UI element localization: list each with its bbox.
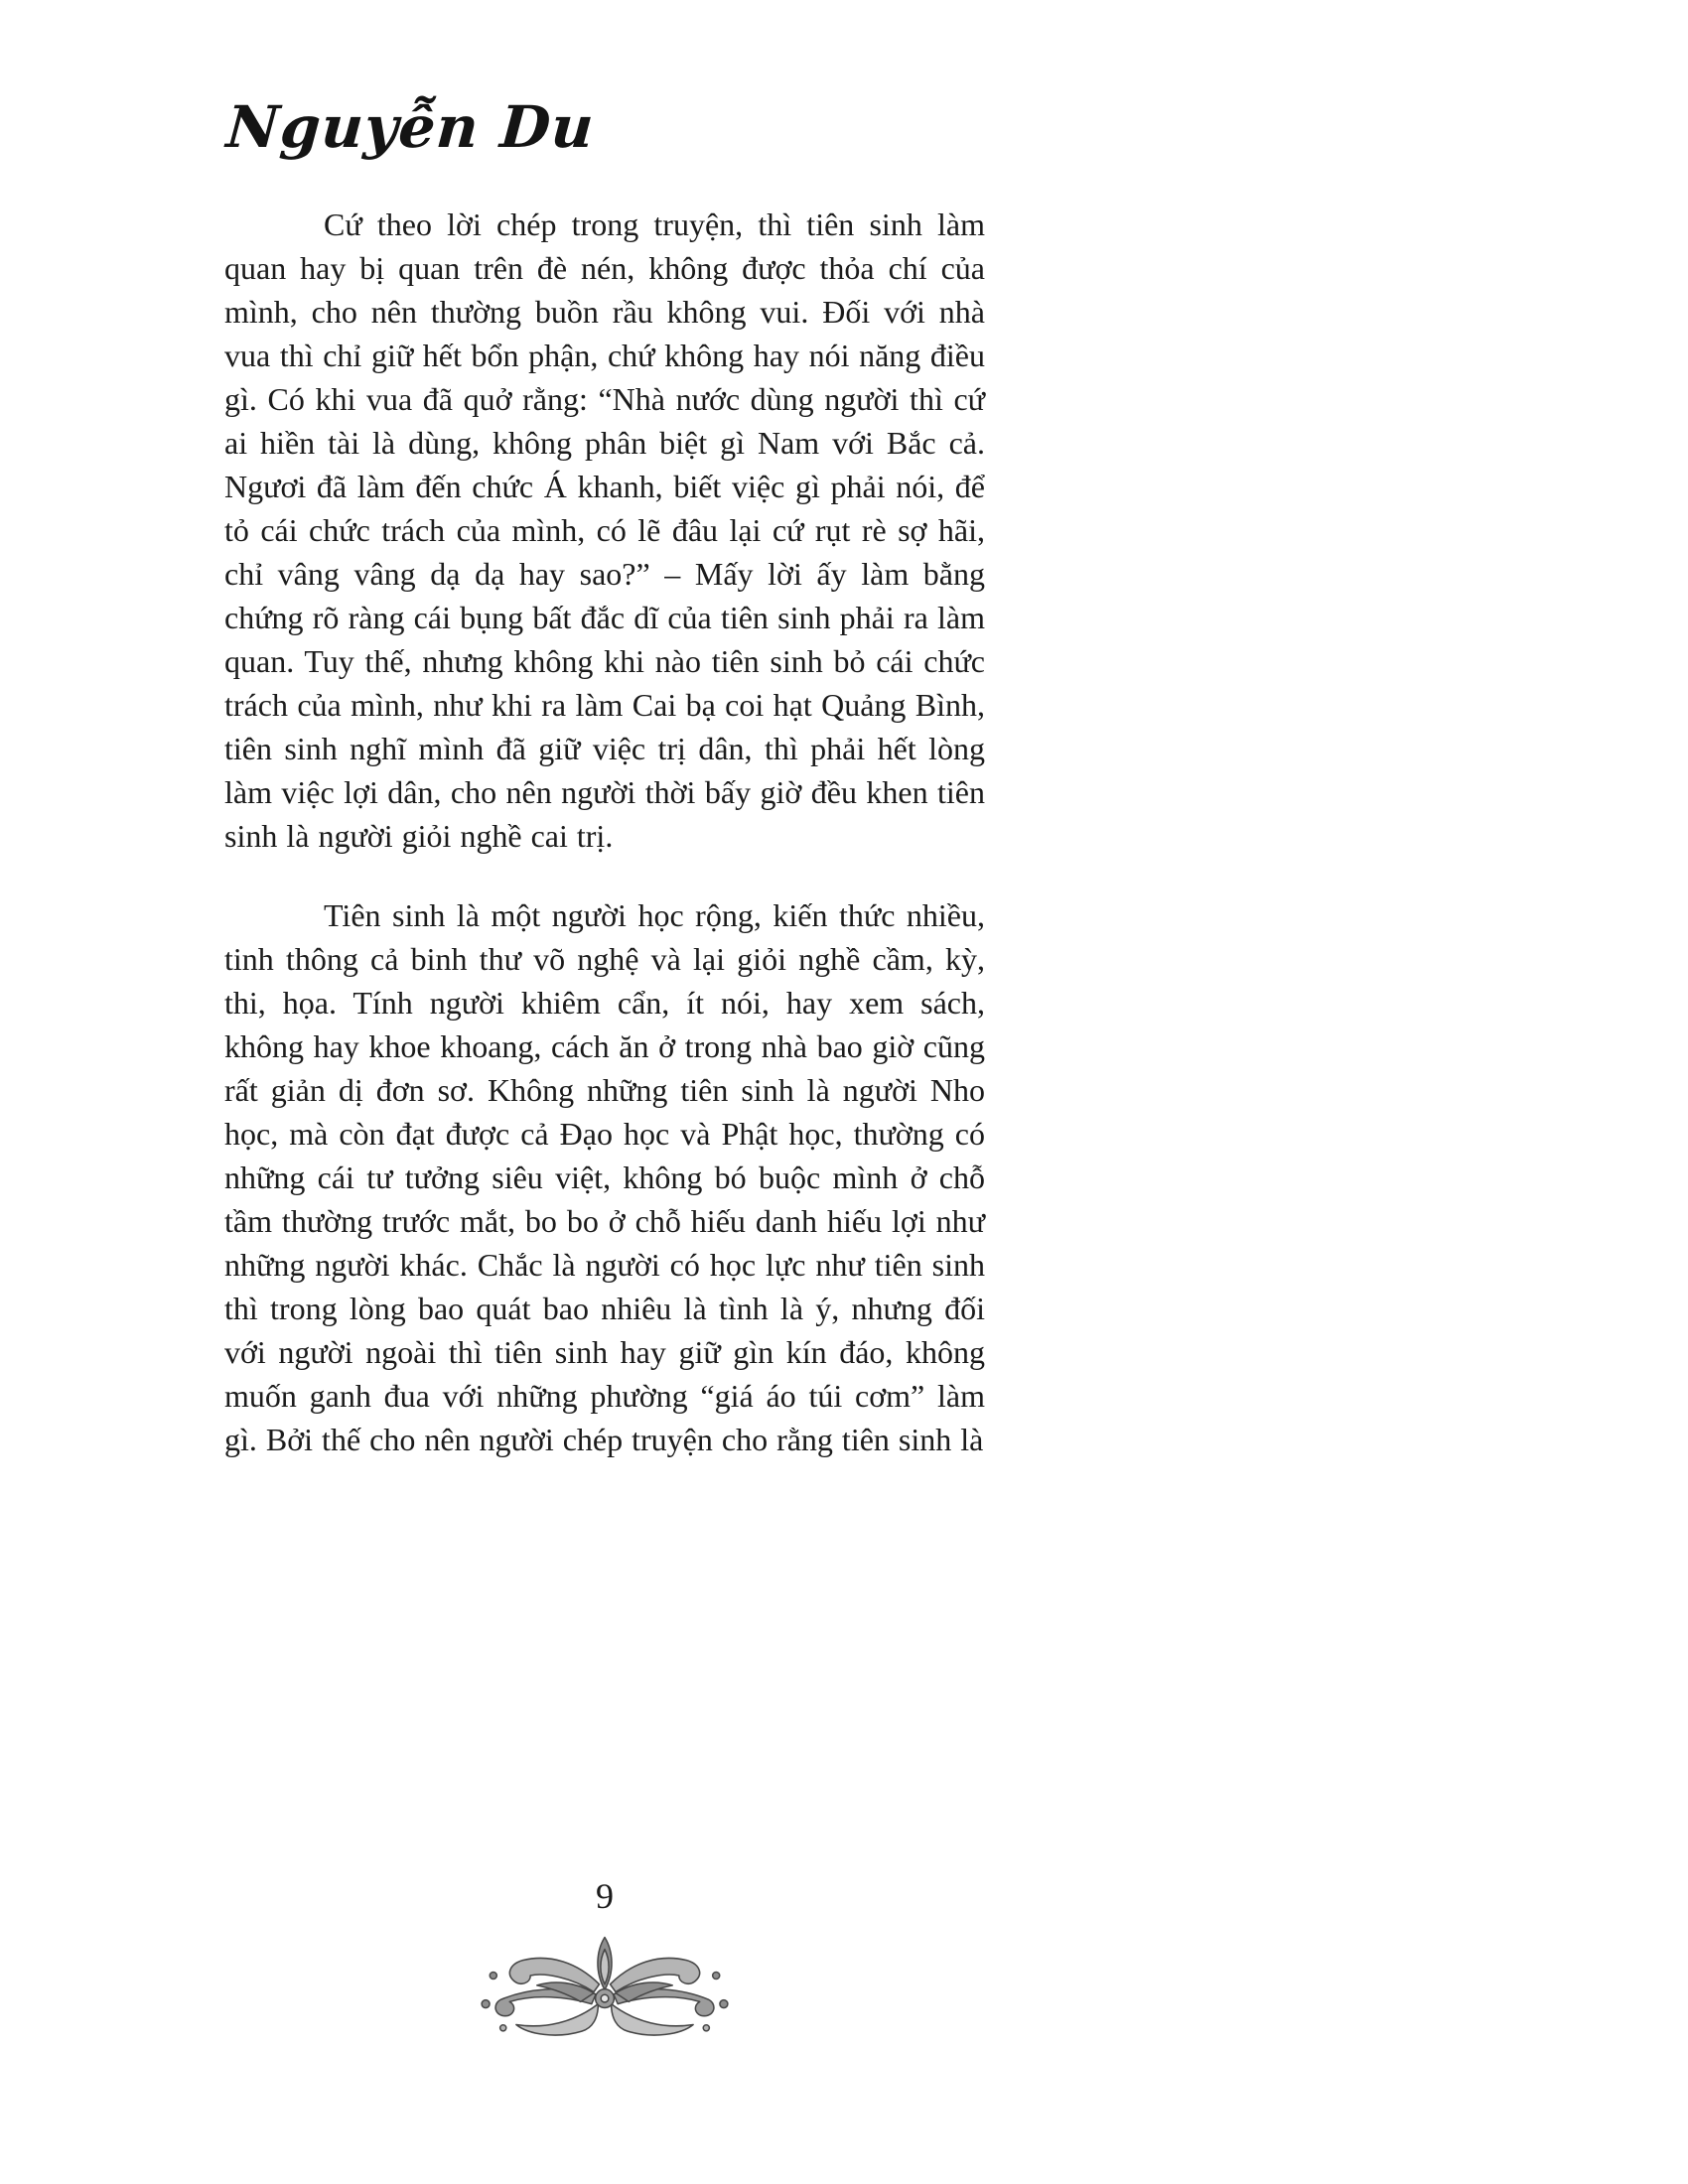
page-number: 9 (596, 1876, 614, 1916)
running-header-title: Nguyễn Du (223, 93, 597, 161)
page-footer (224, 1874, 985, 2041)
paragraph-1: Cứ theo lời chép trong truyện, thì tiên sinh làm quan hay bị quan trên đè nén, không được thỏa chí của mình, cho nên thường buồn rầu không vui. Đối với nhà vua thì chỉ giữ hết bổn phận, chứ không hay nói năng điều gì. Có khi vua đã quở rằng: “Nhà nước dùng người thì cứ ai hiền tài là dùng, không phân biệt gì Nam với Bắc cả. Ngươi đã làm đến chức Á khanh, biết việc gì phải nói, để tỏ cái chức trách của mình, có lẽ đâu lại cứ rụt rè sợ hãi, chỉ vâng vâng dạ dạ hay sao?” – Mấy lời ấy làm bằng chứng rõ ràng cái bụng bất đắc dĩ của tiên sinh phải ra làm quan. Tuy thế, nhưng không khi nào tiên sinh bỏ cái chức trách của mình, như khi ra làm Cai bạ coi hạt Quảng Bình, tiên sinh nghĩ mình đã giữ việc trị dân, thì phải hết lòng làm việc lợi dân, cho nên người thời bấy giờ đều khen tiên sinh là người giỏi nghề cai trị. (224, 206, 985, 854)
floral-flourish-icon (441, 1932, 769, 2041)
paragraph-2: Tiên sinh là một người học rộng, kiến thức nhiều, tinh thông cả binh thư võ nghệ và lại giỏi nghề cầm, kỳ, thi, họa. Tính người khiêm cẩn, ít nói, hay xem sách, không hay khoe khoang, cách ăn ở trong nhà bao giờ cũng rất giản dị đơn sơ. Không những tiên sinh là người Nho học, mà còn đạt được cả Đạo học và Phật học, thường có những cái tư tưởng siêu việt, không bó buộc mình ở chỗ tầm thường trước mắt, bo bo ở chỗ hiếu danh hiếu lợi như những người khác. Chắc là người có học lực như tiên sinh thì trong lòng bao quát bao nhiêu là tình là ý, nhưng đối với người ngoài thì tiên sinh hay giữ gìn kín đáo, không muốn ganh đua với những phường “giá áo túi cơm” làm gì. Bởi thế cho nên người chép truyện cho rằng tiên sinh là (224, 897, 985, 1457)
ornament-container (224, 1932, 985, 2041)
body-text (224, 203, 985, 1461)
text-column (224, 95, 985, 1497)
